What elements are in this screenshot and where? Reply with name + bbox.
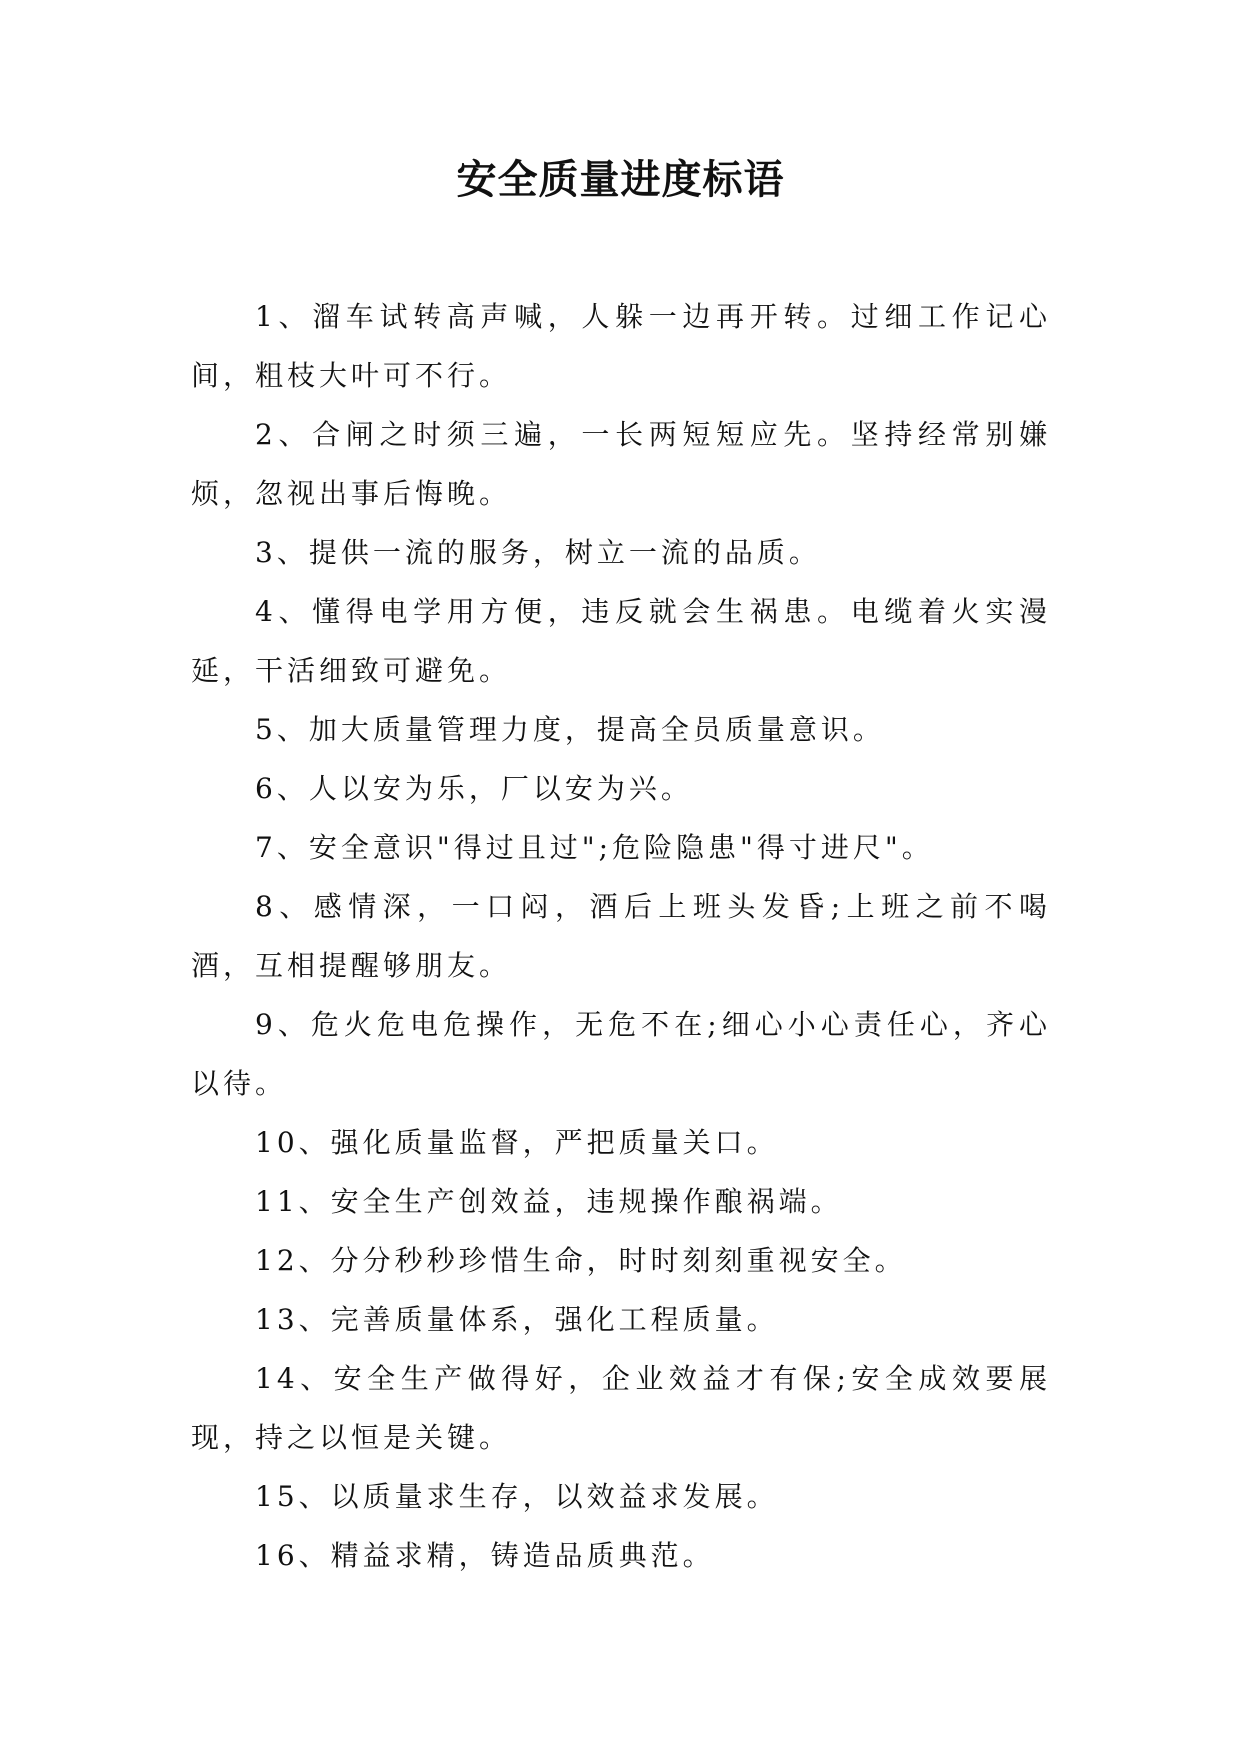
slogan-item-3: 3、提供一流的服务，树立一流的品质。	[255, 536, 821, 569]
slogan-item-11: 11、安全生产创效益，违规操作酿祸端。	[255, 1185, 843, 1218]
slogan-item-9: 9、危火危电危操作，无危不在;细心小心责任心，齐心以待。	[191, 1008, 1051, 1100]
slogan-item-5: 5、加大质量管理力度，提高全员质量意识。	[255, 713, 885, 746]
slogan-item-6: 6、人以安为乐，厂以安为兴。	[255, 772, 693, 805]
slogan-item-7: 7、安全意识"得过且过";危险隐患"得寸进尺"。	[255, 831, 934, 864]
slogan-item-4: 4、懂得电学用方便，违反就会生祸患。电缆着火实漫延，干活细致可避免。	[191, 595, 1051, 687]
slogan-item-10: 10、强化质量监督，严把质量关口。	[255, 1126, 779, 1159]
slogan-item-2: 2、合闸之时须三遍，一长两短短应先。坚持经常别嫌烦，忽视出事后悔晚。	[191, 418, 1051, 510]
slogan-item-16: 16、精益求精，铸造品质典范。	[255, 1539, 715, 1572]
slogan-item-12: 12、分分秒秒珍惜生命，时时刻刻重视安全。	[255, 1244, 907, 1277]
slogan-item-15: 15、以质量求生存，以效益求发展。	[255, 1480, 779, 1513]
slogan-item-8: 8、感情深，一口闷，酒后上班头发昏;上班之前不喝酒，互相提醒够朋友。	[191, 890, 1051, 982]
slogan-list	[191, 287, 1051, 1585]
document-title: 安全质量进度标语	[456, 156, 785, 203]
slogan-item-14: 14、安全生产做得好，企业效益才有保;安全成效要展现，持之以恒是关键。	[191, 1362, 1051, 1454]
slogan-item-1: 1、溜车试转高声喊，人躲一边再开转。过细工作记心间，粗枝大叶可不行。	[191, 300, 1051, 392]
slogan-item-13: 13、完善质量体系，强化工程质量。	[255, 1303, 779, 1336]
